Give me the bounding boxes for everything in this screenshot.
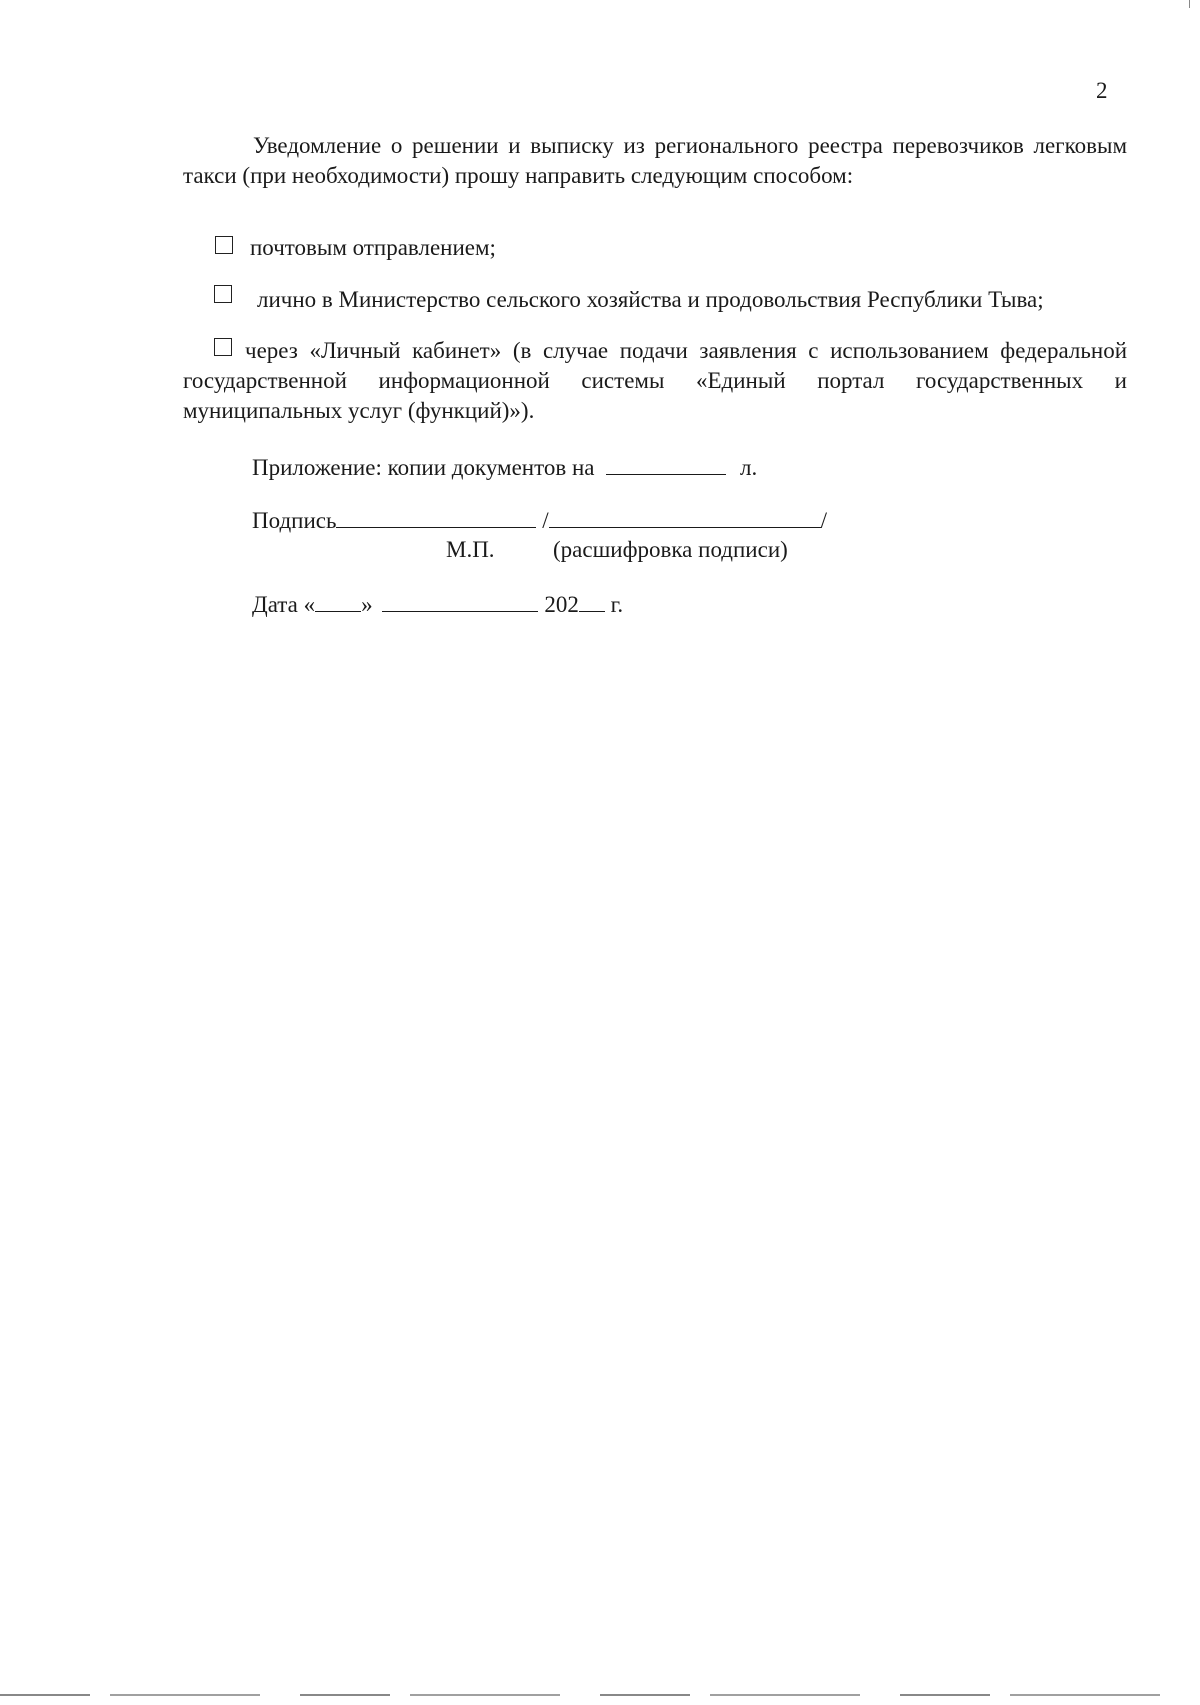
option-personal-account-label: через «Личный кабинет» (в случае подачи заявления с использованием федеральной государственной информационной системы «Единый портал государственных и муниципальных услуг (функций)»). (183, 338, 1127, 423)
signature-decoding-field[interactable] (549, 505, 821, 528)
scan-artifact-tick (1189, 0, 1190, 8)
option-mail-label: почтовым отправлением; (250, 235, 496, 260)
date-label: Дата « (252, 592, 316, 617)
signature-label: Подпись (252, 508, 337, 533)
signature-decoding-caption: (расшифровка подписи) (553, 537, 788, 562)
date-month-field[interactable] (382, 589, 538, 612)
attachment-prefix: Приложение: копии документов на (252, 455, 595, 480)
date-year-prefix: 202 (544, 592, 579, 617)
attachment-line (252, 452, 757, 483)
signature-end: / (820, 508, 827, 533)
checkbox-in-person[interactable] (214, 285, 232, 303)
intro-paragraph: Уведомление о решении и выписку из регионального реестра перевозчиков легковым такси (при необходимости) прошу направить следующим способом: (183, 133, 1127, 188)
signature-separator: / (542, 508, 549, 533)
page-number: 2 (1096, 78, 1108, 103)
date-close-quote: » (361, 592, 373, 617)
option-in-person-label: лично в Министерство сельского хозяйства и продовольствия Республики Тыва; (257, 287, 1044, 312)
stamp-caption: М.П. (446, 537, 495, 562)
date-line (252, 589, 623, 620)
date-day-field[interactable] (315, 589, 361, 612)
signature-line (252, 505, 827, 536)
checkbox-mail[interactable] (215, 236, 233, 254)
attachment-suffix: л. (739, 455, 758, 480)
scan-artifact-bottom-edge (0, 1694, 1200, 1696)
date-year-suffix: г. (610, 592, 624, 617)
date-year-field[interactable] (579, 589, 605, 612)
attachment-pages-field[interactable] (606, 452, 726, 475)
signature-field[interactable] (336, 505, 536, 528)
